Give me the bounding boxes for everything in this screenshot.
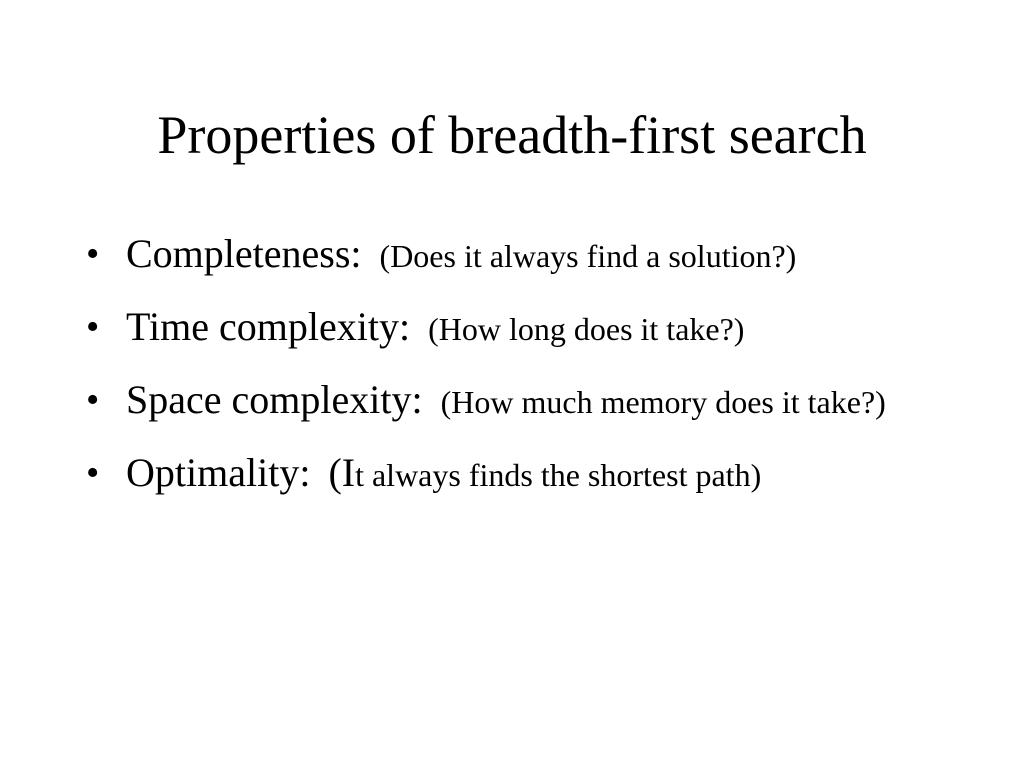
- bullet-term: Time complexity:: [126, 304, 411, 349]
- bullet-marker: •: [86, 452, 100, 494]
- bullet-note: (Does it always find a solution?): [379, 238, 797, 274]
- bullet-term: Space complexity:: [126, 377, 423, 422]
- bullet-marker: •: [86, 379, 100, 421]
- bullet-item-space-complexity: [86, 375, 946, 434]
- bullet-note-lead: (I: [328, 450, 356, 495]
- bullet-item-optimality: [86, 448, 946, 507]
- bullet-term: Optimality:: [126, 450, 311, 495]
- bullet-note: (How long does it take?): [428, 311, 745, 347]
- bullet-item-time-complexity: [86, 302, 946, 361]
- bullet-note: t always finds the shortest path): [355, 457, 762, 493]
- bullet-item-completeness: [86, 229, 946, 288]
- slide-title: Properties of breadth-first search: [157, 105, 867, 165]
- bullet-marker: •: [86, 233, 100, 275]
- bullet-list: [86, 229, 946, 521]
- bullet-note: (How much memory does it take?): [440, 384, 886, 420]
- bullet-marker: •: [86, 306, 100, 348]
- bullet-term: Completeness:: [126, 231, 362, 276]
